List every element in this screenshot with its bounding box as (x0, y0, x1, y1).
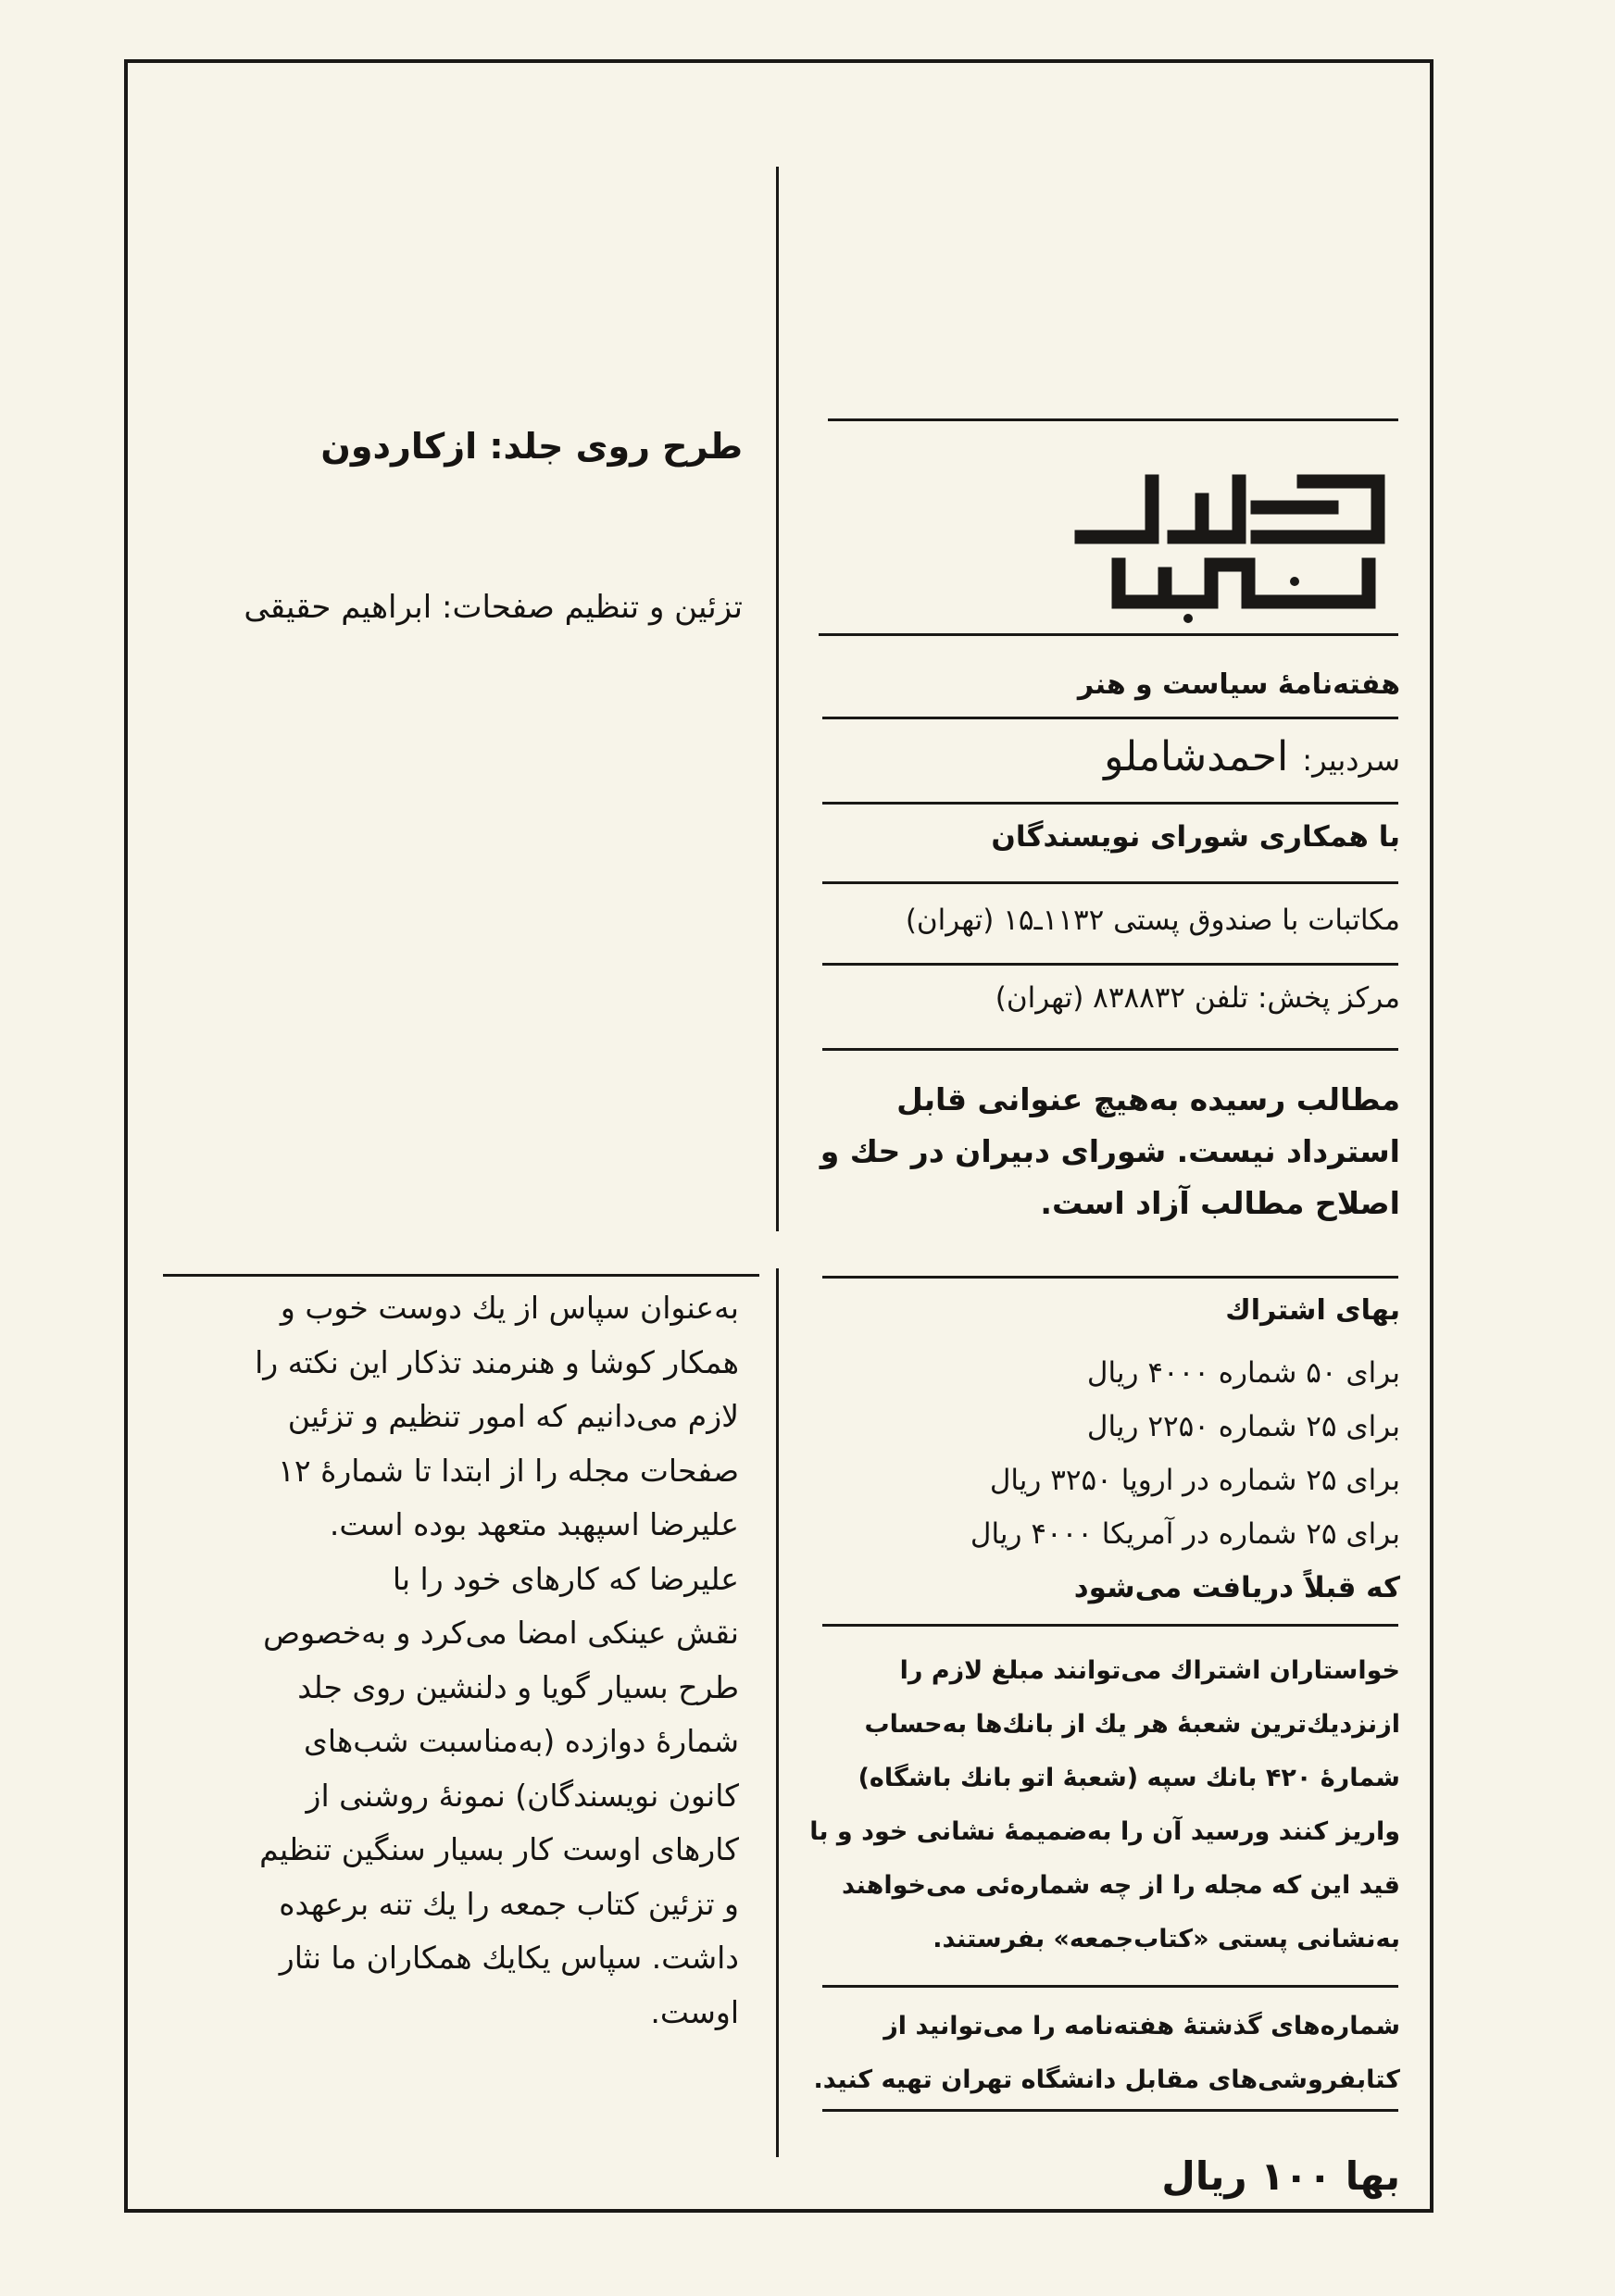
rule-4 (822, 963, 1398, 966)
kitab-jomeh-logo (1063, 463, 1404, 626)
ack-line: علیرضا اسپهبد متعهد بوده است. (329, 1506, 739, 1542)
ack-line: کانون نویسندگان) نمونهٔ روشنی از (306, 1777, 739, 1814)
rate-line: برای ۲۵ شماره ۲۲۵۰ ریال (1086, 1410, 1400, 1443)
collaboration-text: با همکاری شورای نویسندگان (991, 820, 1400, 854)
ack-line: داشت. سپاس یکایك همکاران ما نثار (279, 1940, 739, 1976)
rate-line: برای ۲۵ شماره در اروپا ۳۲۵۰ ریال (989, 1464, 1400, 1497)
correspondence-address: مکاتبات با صندوق پستی ۱۱۳۲ـ۱۵ (تهران) (905, 904, 1400, 937)
rule-2 (822, 802, 1398, 805)
instruction-line: ازنزدیك‌ترین شعبهٔ هر یك از بانك‌ها به‌حساب (864, 1710, 1400, 1739)
ack-line: به‌عنوان سپاس از یك دوست خوب و (280, 1290, 739, 1326)
magazine-subtitle: هفته‌نامهٔ سیاست و هنر (1077, 668, 1400, 701)
instruction-line: واریز کنند ورسید آن را به‌ضمیمهٔ نشانی خود و با (809, 1817, 1400, 1846)
editor-label: سردبیر: (1302, 742, 1400, 778)
cover-design-credit: طرح روی جلد: ازکاردون (320, 426, 743, 467)
instruction-line: خواستاران اشتراك می‌توانند مبلغ لازم را (899, 1656, 1400, 1685)
subscription-title: بهای اشتراك (1225, 1294, 1400, 1327)
ack-line: طرح بسیار گویا و دلنشین روی جلد (297, 1668, 739, 1705)
issue-price: بها ۱۰۰ ریال (1161, 2153, 1400, 2199)
back-issues-line: کتابفروشی‌های مقابل دانشگاه تهران تهیه کنید. (813, 2065, 1400, 2094)
ack-line: نقش عینکی امضا می‌کرد و به‌خصوص (263, 1615, 739, 1651)
notice-line: اصلاح مطالب آزاد است. (1040, 1185, 1400, 1221)
rule-1 (822, 717, 1398, 719)
ack-line: همکار کوشا و هنرمند تذکار این نکته را (255, 1343, 739, 1380)
rate-line: برای ۲۵ شماره در آمریکا ۴۰۰۰ ریال (970, 1517, 1400, 1551)
editor-line (826, 733, 1400, 780)
distribution-phone: مرکز پخش: تلفن ۸۳۸۸۳۲ (تهران) (995, 981, 1400, 1015)
rule-3 (822, 881, 1398, 884)
rule-5 (822, 1048, 1398, 1051)
layout-credit: تزئین و تنظیم صفحات: ابراهیم حقیقی (244, 589, 743, 626)
acknowledgement-text (156, 1281, 739, 2040)
ack-line: شمارهٔ دوازده (به‌مناسبت شب‌های (304, 1723, 739, 1759)
column-divider-lower (776, 1268, 779, 2157)
editor-name: احمدشاملو (1104, 733, 1289, 780)
subscription-instructions (808, 1644, 1400, 1966)
ack-line: اوست. (650, 1993, 739, 2030)
ack-line: و تزئین کتاب جمعه را یك تنه برعهده (279, 1885, 739, 1922)
instruction-line: قید این که مجله را از چه شماره‌ئی می‌خواهند (841, 1871, 1400, 1900)
notice-line: استرداد نیست. شورای دبیران در حك و (820, 1133, 1400, 1169)
ack-line: علیرضا که کارهای خود را با (392, 1560, 739, 1597)
back-issues-line: شماره‌های گذشتهٔ هفته‌نامه را می‌توانید از (883, 2012, 1400, 2040)
instruction-line: شمارهٔ ۴۲۰ بانك سپه (شعبهٔ اتو بانك باشگاه) (858, 1764, 1400, 1792)
rule-8 (822, 1985, 1398, 1988)
instruction-line: به‌نشانی پستی «کتاب‌جمعه» بفرستند. (933, 1925, 1400, 1953)
ack-line: کارهای اوست کار بسیار سنگین تنظیم (259, 1831, 739, 1867)
notice-line: مطالب رسیده به‌هیچ عنوانی قابل (896, 1081, 1400, 1117)
rate-line: برای ۵۰ شماره ۴۰۰۰ ریال (1086, 1356, 1400, 1390)
left-separator (163, 1274, 759, 1277)
rule-7 (822, 1624, 1398, 1627)
column-divider (776, 167, 779, 1231)
ack-line: صفحات مجله را از ابتدا تا شمارهٔ ۱۲ (278, 1452, 739, 1489)
rate-line: که قبلاً دریافت می‌شود (1073, 1571, 1400, 1604)
back-issues-notice (808, 2000, 1400, 2107)
submission-notice (808, 1074, 1400, 1229)
logo-bottom-rule (819, 633, 1398, 636)
rule-6 (822, 1276, 1398, 1279)
rule-9 (822, 2109, 1398, 2112)
subscription-rates (808, 1346, 1400, 1615)
ack-line: لازم می‌دانیم که امور تنظیم و تزئین (287, 1398, 739, 1434)
masthead-top-rule (828, 418, 1398, 421)
